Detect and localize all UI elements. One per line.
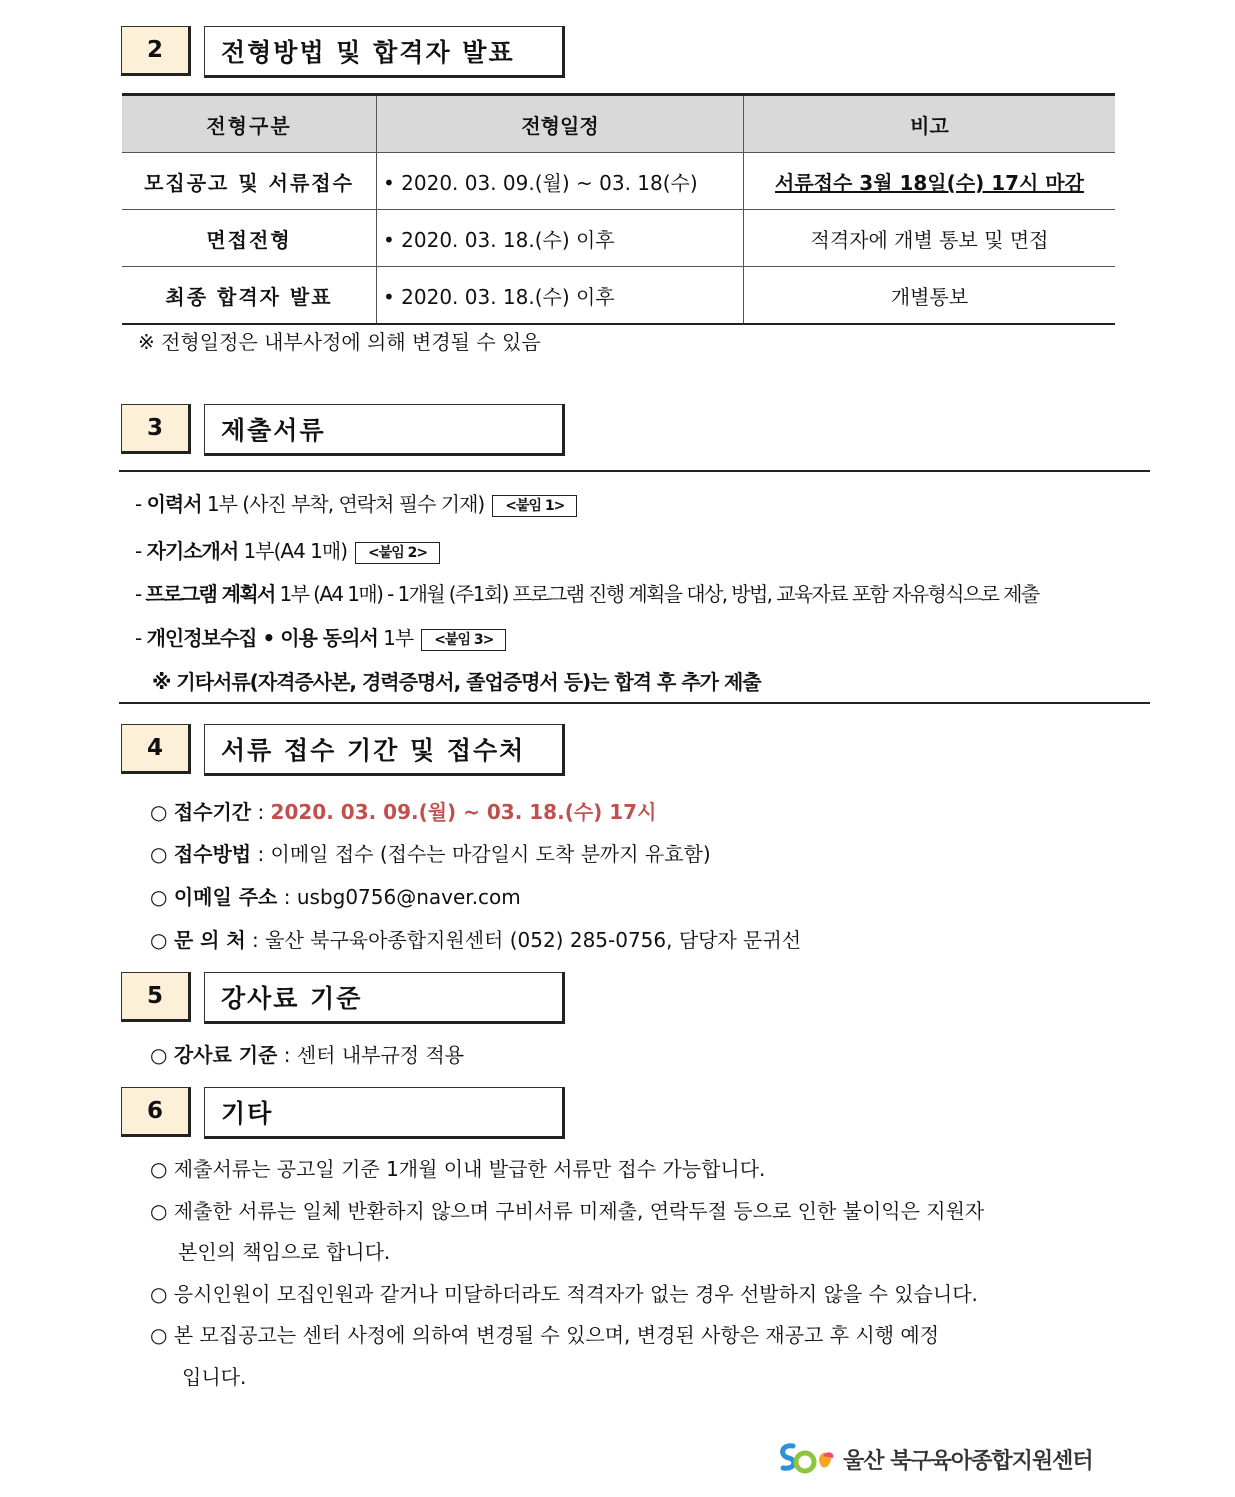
receipt-email: ○ 이메일 주소 : usbg0756@naver.com — [150, 885, 521, 909]
deadline-text: 서류접수 3월 18일(수) 17시 마감 — [775, 170, 1084, 195]
section-title: 전형방법 및 합격자 발표 — [204, 26, 565, 78]
logo-mark-icon — [775, 1438, 837, 1478]
etc-item-4-cont: 입니다. — [182, 1365, 247, 1389]
section-title: 강사료 기준 — [204, 972, 565, 1024]
etc-item-2: ○ 제출한 서류는 일체 반환하지 않으며 구비서류 미제출, 연락두절 등으로 인한 불이익은 지원자 — [150, 1199, 985, 1223]
divider — [119, 702, 1150, 704]
section-title: 서류 접수 기간 및 접수처 — [204, 724, 565, 776]
center-logo — [775, 1438, 1115, 1478]
table-header-row — [122, 95, 1115, 153]
logo-text: 울산 북구육아종합지원센터 — [843, 1449, 1093, 1474]
section-title: 제출서류 — [204, 404, 565, 456]
attachment-tag: <붙임 1> — [492, 495, 577, 517]
doc-item-self-intro: - 자기소개서 1부(A4 1매) <붙임 2> — [135, 535, 440, 564]
etc-item-2-cont: 본인의 책임으로 합니다. — [178, 1240, 391, 1264]
section-title: 기타 — [204, 1087, 565, 1139]
section-number: 3 — [121, 404, 191, 454]
etc-item-4: ○ 본 모집공고는 센터 사정에 의하여 변경될 수 있으며, 변경된 사항은 재공고 후 시행 예정 — [150, 1323, 940, 1347]
receipt-period-value: 2020. 03. 09.(월) ~ 03. 18.(수) 17시 — [270, 800, 657, 824]
schedule-table — [122, 93, 1115, 325]
fee-standard: ○ 강사료 기준 : 센터 내부규정 적용 — [150, 1043, 465, 1067]
attachment-tag: <붙임 3> — [421, 629, 506, 651]
row-category: 최종 합격자 발표 — [122, 267, 377, 325]
section-number: 4 — [121, 724, 191, 774]
table-row — [122, 153, 1115, 210]
row-schedule: • 2020. 03. 18.(수) 이후 — [377, 267, 744, 325]
row-schedule: • 2020. 03. 09.(월) ~ 03. 18(수) — [377, 153, 744, 210]
header-remark: 비고 — [744, 95, 1116, 153]
table-row — [122, 267, 1115, 325]
doc-item-privacy-consent: - 개인정보수집 • 이용 동의서 1부 <붙임 3> — [135, 622, 506, 651]
section-number: 6 — [121, 1087, 191, 1137]
row-category: 모집공고 및 서류접수 — [122, 153, 377, 210]
row-remark: 개별통보 — [744, 267, 1116, 325]
receipt-contact: ○ 문 의 처 : 울산 북구육아종합지원센터 (052) 285-0756, 담당자 문귀선 — [150, 928, 802, 952]
header-category: 전형구분 — [122, 95, 377, 153]
doc-item-program-plan: - 프로그램 계획서 1부 (A4 1매) - 1개월 (주1회) 프로그램 진행 계획을 대상, 방법, 교육자료 포함 자유형식으로 제출 — [135, 582, 1039, 606]
etc-item-1: ○ 제출서류는 공고일 기준 1개월 이내 발급한 서류만 접수 가능합니다. — [150, 1157, 766, 1181]
section-number: 5 — [121, 972, 191, 1022]
header-schedule: 전형일정 — [377, 95, 744, 153]
row-schedule: • 2020. 03. 18.(수) 이후 — [377, 210, 744, 267]
section-number: 2 — [121, 26, 191, 76]
attachment-tag: <붙임 2> — [355, 542, 440, 564]
receipt-period: ○ 접수기간 : 2020. 03. 09.(월) ~ 03. 18.(수) 17시 — [150, 800, 657, 824]
receipt-method: ○ 접수방법 : 이메일 접수 (접수는 마감일시 도착 분까지 유효함) — [150, 842, 711, 866]
row-category: 면접전형 — [122, 210, 377, 267]
row-remark: 적격자에 개별 통보 및 면접 — [744, 210, 1116, 267]
row-remark — [744, 153, 1116, 210]
table-row — [122, 210, 1115, 267]
doc-item-resume: - 이력서 1부 (사진 부착, 연락처 필수 기재) <붙임 1> — [135, 488, 577, 517]
schedule-note: ※ 전형일정은 내부사정에 의해 변경될 수 있음 — [138, 330, 541, 354]
divider — [119, 470, 1150, 472]
doc-note-other: ※ 기타서류(자격증사본, 경력증명서, 졸업증명서 등)는 합격 후 추가 제출 — [152, 670, 761, 694]
etc-item-3: ○ 응시인원이 모집인원과 같거나 미달하더라도 적격자가 없는 경우 선발하지 않을 수 있습니다. — [150, 1282, 978, 1306]
